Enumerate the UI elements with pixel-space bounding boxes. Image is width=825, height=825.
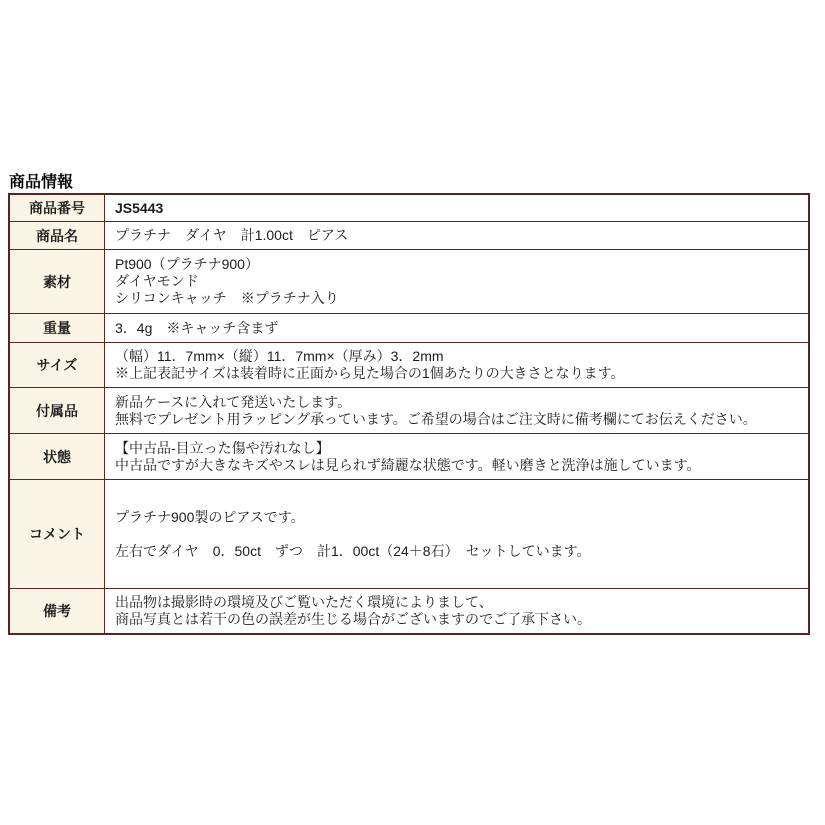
product-info-table [8,193,810,635]
row-value [105,314,808,342]
table-row-material [10,250,808,314]
row-label: 状態 [10,434,105,479]
row-value [105,388,808,433]
row-label: 素材 [10,250,105,313]
table-row-item-number [10,195,808,222]
value-line: 商品写真とは若干の色の誤差が生じる場合がございますのでご了承下さい。 [115,611,591,627]
value-line: Pt900（プラチナ900） [115,256,259,272]
value-line: 左右でダイヤ 0．50ct ずつ 計1．00ct（24＋8石） セットしています。 [115,542,591,559]
row-value [105,195,808,221]
value-line: プラチナ900製のピアスです。 [115,508,305,525]
value-line: ダイヤモンド [115,273,199,289]
table-row-item-name [10,222,808,250]
row-label: 商品名 [10,222,105,249]
table-row-weight [10,314,808,343]
row-label: サイズ [10,343,105,387]
row-value [105,222,808,249]
row-value [105,434,808,479]
row-value [105,250,808,313]
row-value [105,480,808,588]
value-line: 【中古品-目立った傷や汚れなし】 [115,439,330,456]
row-value [105,343,808,387]
value-line: 中古品ですが大きなキズやスレは見られず綺麗な状態です。軽い磨きと洗浄は施しています。 [115,456,701,473]
value-line: ※上記表記サイズは装着時に正面から見た場合の1個あたりの大きさとなります。 [115,365,625,381]
table-row-accessories [10,388,808,434]
row-label: 付属品 [10,388,105,433]
value-line: JS5443 [115,199,164,216]
page-title: 商品情報 [9,174,74,191]
row-value [105,589,808,633]
value-line: （幅）11．7mm×（縦）11．7mm×（厚み）3．2mm [115,348,444,364]
row-label: コメント [10,480,105,588]
row-label: 重量 [10,314,105,342]
value-line: 出品物は撮影時の環境及びご覧いただく環境によりまして、 [115,594,493,610]
row-label: 商品番号 [10,195,105,221]
value-line: 新品ケースに入れて発送いたします。 [115,393,352,410]
value-line: 無料でプレゼント用ラッピング承っています。ご希望の場合はご注文時に備考欄にてお伝えください。 [115,410,757,427]
table-row-condition [10,434,808,480]
table-row-comment [10,480,808,589]
value-line [115,526,798,543]
value-line: プラチナ ダイヤ 計1.00ct ピアス [115,227,349,243]
table-row-size [10,343,808,388]
value-line: シリコンキャッチ ※プラチナ入り [115,290,339,306]
value-line: 3．4g ※キャッチ含まず [115,319,279,336]
table-row-notes [10,589,808,633]
row-label: 備考 [10,589,105,633]
